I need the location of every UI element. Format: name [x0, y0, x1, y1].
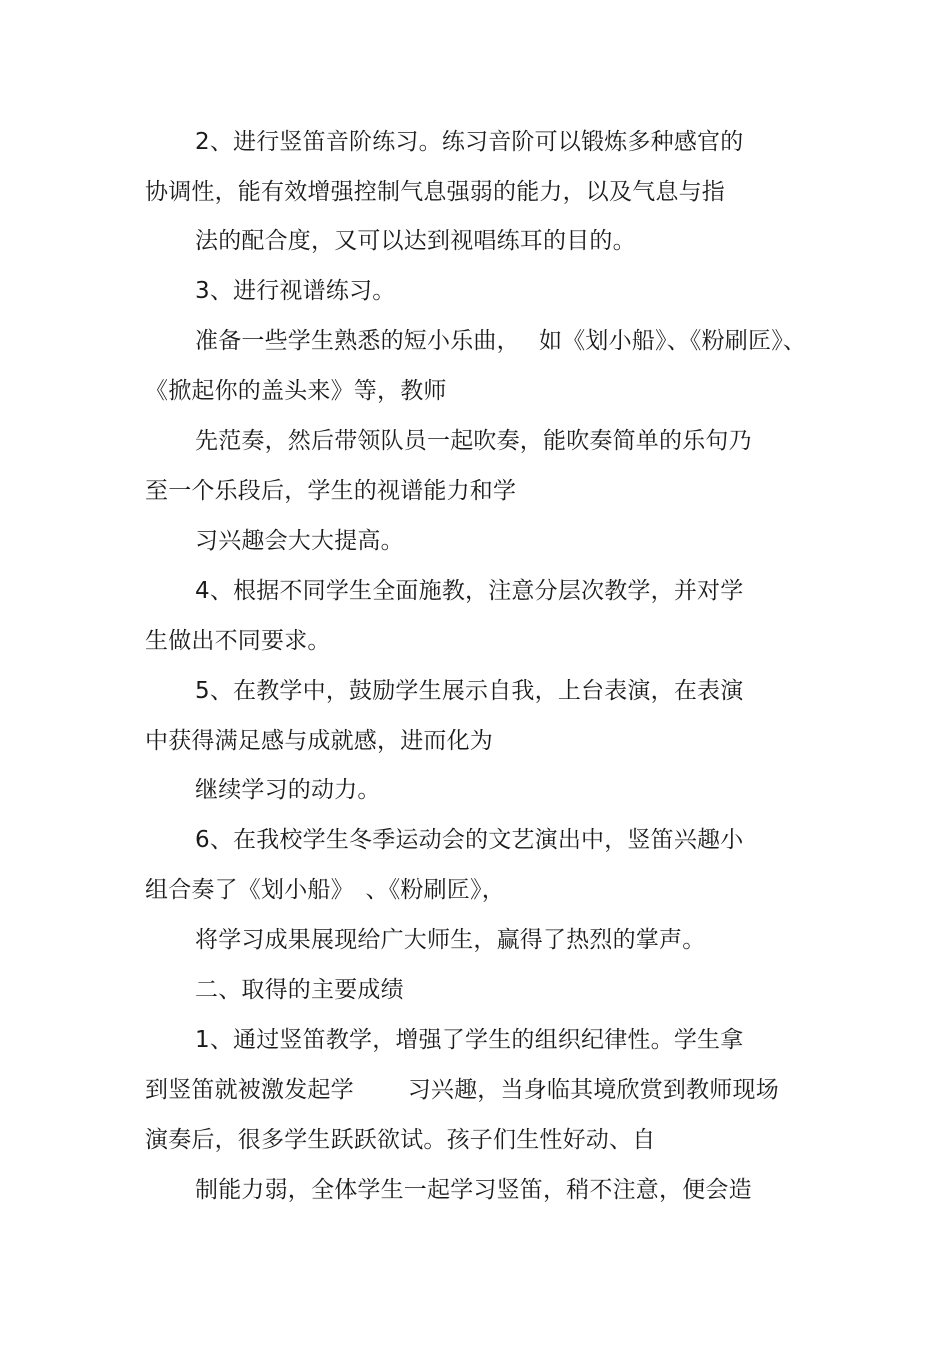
- text-line: 4、根据不同学生全面施教，注意分层次教学，并对学: [195, 578, 744, 604]
- text-line: 6、在我校学生冬季运动会的文艺演出中，竖笛兴趣小: [195, 827, 744, 853]
- text-line: 习兴趣会大大提高。: [195, 528, 404, 554]
- text-line: 协调性，能有效增强控制气息强弱的能力，以及气息与指: [145, 179, 725, 205]
- text-line: 继续学习的动力。: [195, 777, 381, 803]
- text-line: 法的配合度，又可以达到视唱练耳的目的。: [195, 228, 636, 254]
- text-line: 2、进行竖笛音阶练习。练习音阶可以锻炼多种感官的: [195, 129, 744, 155]
- text-line: 1、通过竖笛教学，增强了学生的组织纪律性。学生拿: [195, 1027, 744, 1053]
- text-line: 5、在教学中，鼓励学生展示自我，上台表演，在表演: [195, 678, 744, 704]
- text-line: 先范奏，然后带领队员一起吹奏，能吹奏简单的乐句乃: [195, 428, 752, 454]
- text-line: 到竖笛就被激发起学 习兴趣，当身临其境欣赏到教师现场: [145, 1077, 779, 1103]
- text-line: 中获得满足感与成就感，进而化为: [145, 728, 493, 754]
- text-line: 3、进行视谱练习。: [195, 278, 396, 304]
- section-heading: 二、取得的主要成绩: [195, 977, 404, 1003]
- text-line: 将学习成果展现给广大师生，赢得了热烈的掌声。: [195, 927, 706, 953]
- text-line: 组合奏了《划小船》 、《粉刷匠》，: [145, 877, 505, 903]
- text-line: 至一个乐段后，学生的视谱能力和学: [145, 478, 517, 504]
- text-line: 演奏后，很多学生跃跃欲试。孩子们生性好动、自: [145, 1127, 656, 1153]
- text-line: 准备一些学生熟悉的短小乐曲， 如《划小船》、《粉刷匠》、: [195, 328, 807, 354]
- text-line: 生做出不同要求。: [145, 628, 331, 654]
- text-line: 《掀起你的盖头来》等，教师: [145, 378, 447, 404]
- text-line: 制能力弱，全体学生一起学习竖笛，稍不注意，便会造: [195, 1177, 752, 1203]
